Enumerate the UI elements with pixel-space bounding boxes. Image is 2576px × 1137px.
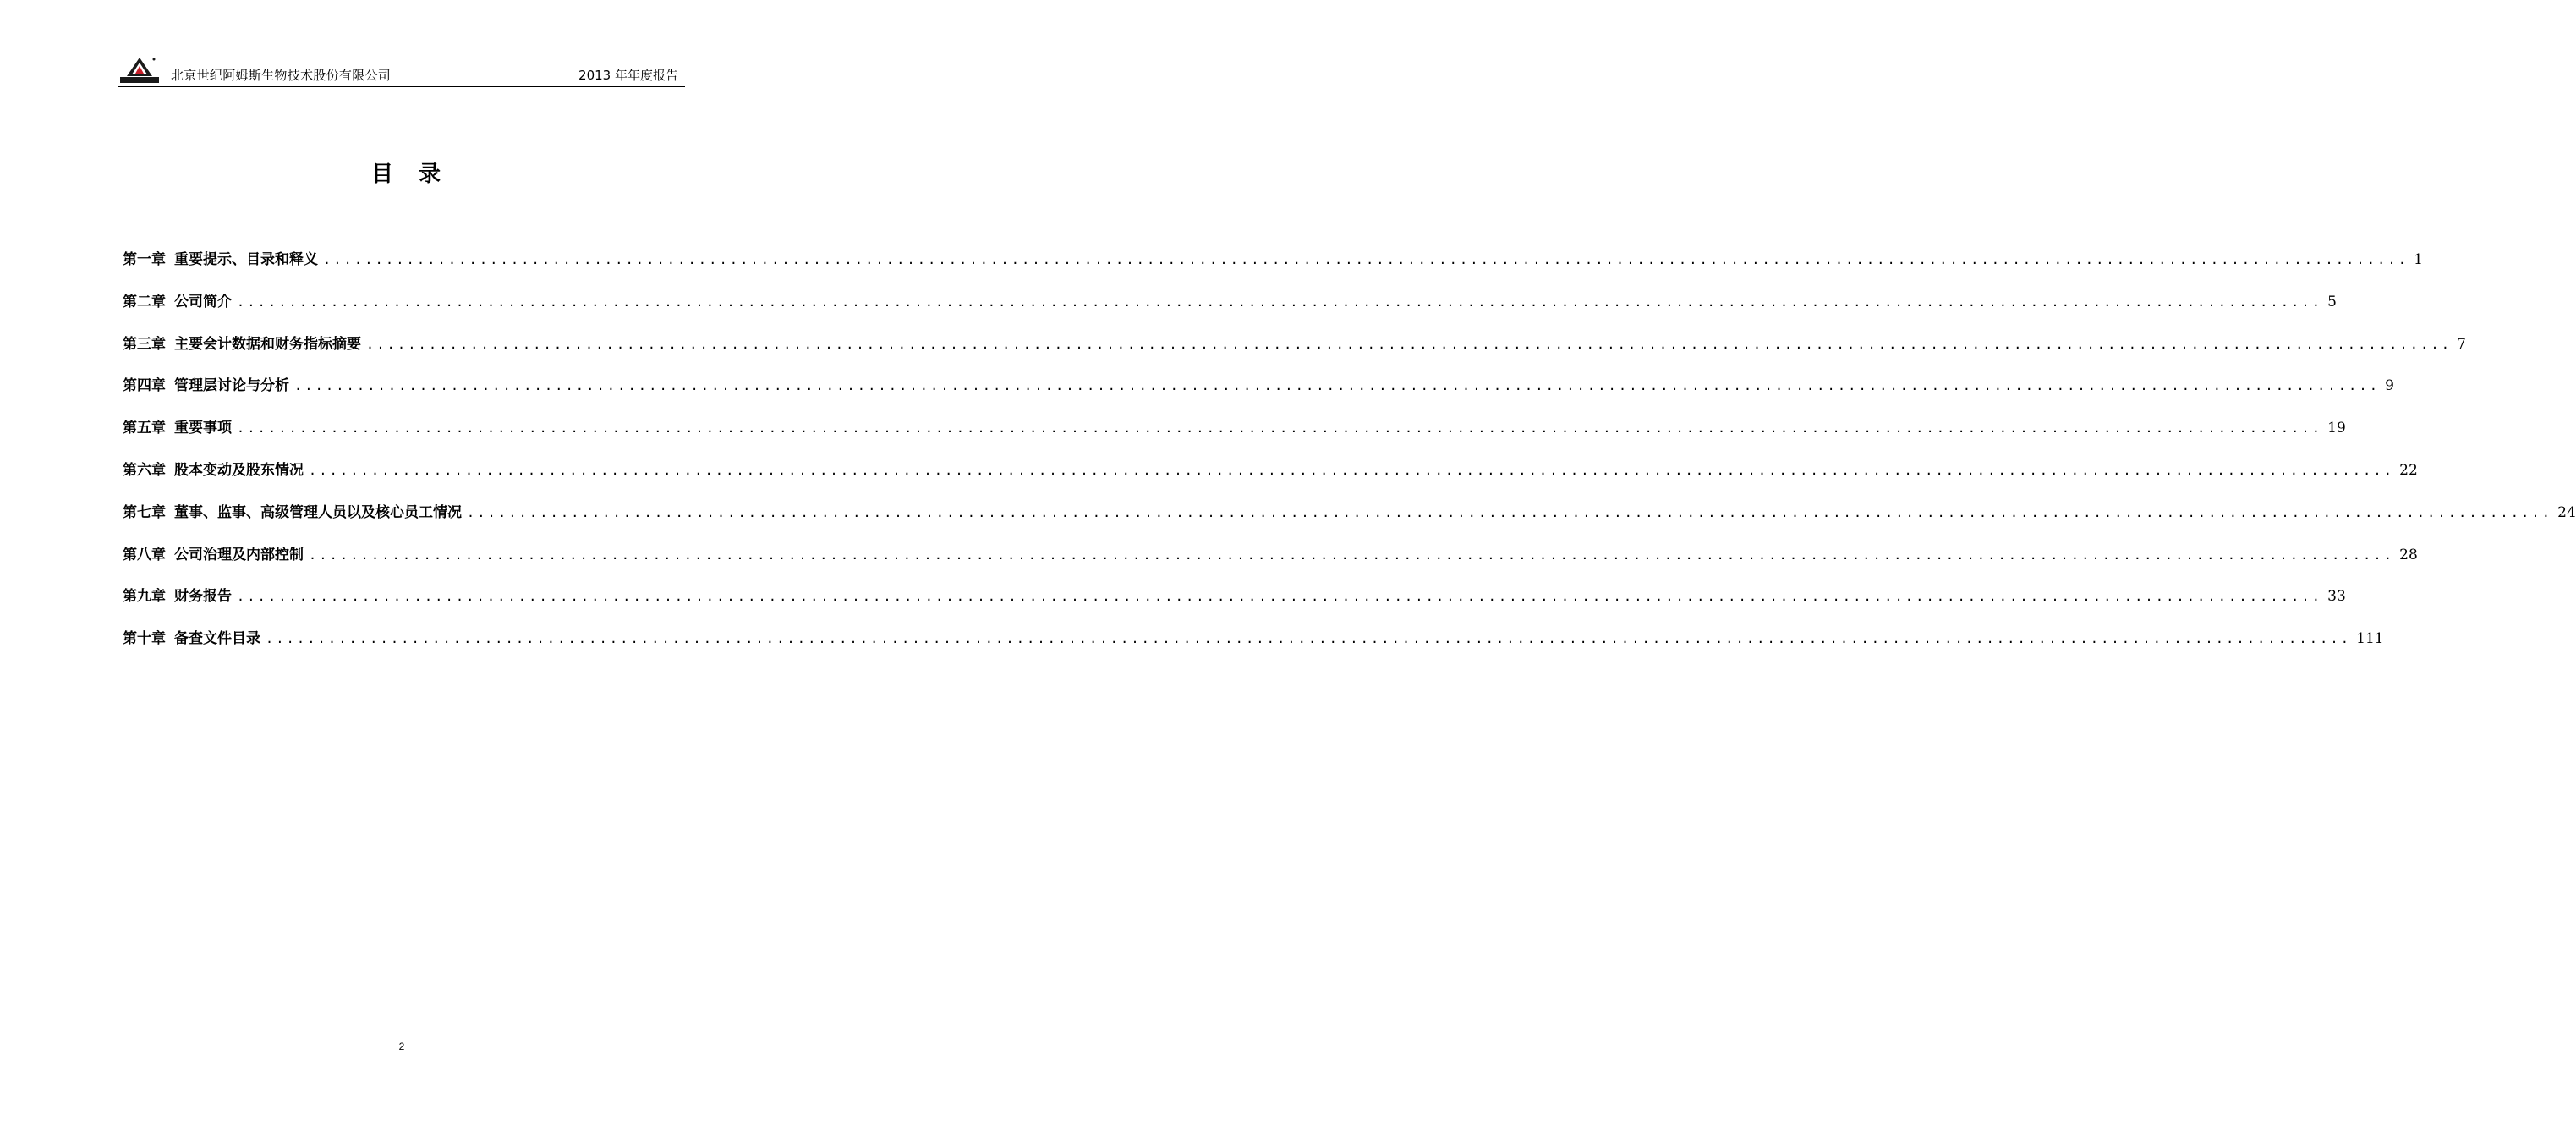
dot-leader: ........................................................................................................................................................................................................ xyxy=(266,631,2352,647)
company-name: 北京世纪阿姆斯生物技术股份有限公司 xyxy=(171,68,392,83)
toc-chapter: 第三章 xyxy=(123,335,166,353)
toc-chapter: 第四章 xyxy=(123,377,166,395)
toc-label: 管理层讨论与分析 xyxy=(174,377,289,395)
toc-chapter: 第五章 xyxy=(123,420,166,437)
company-logo xyxy=(120,56,159,85)
toc-page: 5 xyxy=(2327,293,2337,310)
toc-label: 公司治理及内部控制 xyxy=(174,546,304,563)
page-header xyxy=(118,52,685,87)
toc-page: 22 xyxy=(2399,461,2418,479)
toc-label: 公司简介 xyxy=(174,293,232,310)
toc-page: 33 xyxy=(2327,588,2346,606)
toc-label: 重要提示、目录和释义 xyxy=(174,251,318,268)
toc-entry[interactable] xyxy=(123,584,2346,626)
toc-chapter: 第七章 xyxy=(123,503,166,521)
toc-entry[interactable] xyxy=(123,542,2418,585)
toc-page: 9 xyxy=(2385,377,2394,395)
dot-leader: ........................................................................................................................................................................................................ xyxy=(294,378,2381,394)
toc-chapter: 第一章 xyxy=(123,251,166,268)
dot-leader: ........................................................................................................................................................................................................ xyxy=(237,294,2323,310)
dot-leader: ........................................................................................................................................................................................................ xyxy=(309,462,2395,478)
dot-leader: ........................................................................................................................................................................................................ xyxy=(366,336,2453,352)
toc-page: 28 xyxy=(2399,546,2418,563)
toc-entry[interactable] xyxy=(123,247,2423,289)
toc-page: 19 xyxy=(2327,420,2346,437)
dot-leader: ........................................................................................................................................................................................................ xyxy=(309,547,2395,563)
page-number: 2 xyxy=(398,1041,405,1052)
toc-entry[interactable] xyxy=(123,626,2384,668)
toc-label: 重要事项 xyxy=(174,420,232,437)
toc-entry[interactable] xyxy=(123,373,2394,415)
toc-page: 111 xyxy=(2356,630,2384,648)
dot-leader: ........................................................................................................................................................................................................ xyxy=(237,420,2323,437)
toc-label: 备查文件目录 xyxy=(174,630,260,648)
toc-entry[interactable] xyxy=(123,500,2576,542)
toc-chapter: 第六章 xyxy=(123,461,166,479)
toc-label: 主要会计数据和财务指标摘要 xyxy=(174,335,361,353)
dot-leader: ........................................................................................................................................................................................................ xyxy=(467,504,2553,520)
page-title: 目录 xyxy=(370,162,466,187)
toc-chapter: 第九章 xyxy=(123,588,166,606)
report-title: 2013 年年度报告 xyxy=(578,68,678,83)
toc-chapter: 第二章 xyxy=(123,293,166,310)
dot-leader: ........................................................................................................................................................................................................ xyxy=(323,252,2409,267)
toc-label: 董事、监事、高级管理人员以及核心员工情况 xyxy=(174,503,462,521)
table-of-contents xyxy=(123,247,2576,668)
toc-page: 24 xyxy=(2557,503,2576,521)
toc-entry[interactable] xyxy=(123,458,2418,500)
toc-entry[interactable] xyxy=(123,332,2466,374)
toc-page: 7 xyxy=(2457,335,2466,353)
toc-entry[interactable] xyxy=(123,415,2346,458)
toc-chapter: 第十章 xyxy=(123,630,166,648)
toc-label: 股本变动及股东情况 xyxy=(174,461,304,479)
toc-label: 财务报告 xyxy=(174,588,232,606)
toc-page: 1 xyxy=(2414,251,2423,268)
toc-entry[interactable] xyxy=(123,289,2337,332)
toc-chapter: 第八章 xyxy=(123,546,166,563)
dot-leader: ........................................................................................................................................................................................................ xyxy=(237,589,2323,605)
